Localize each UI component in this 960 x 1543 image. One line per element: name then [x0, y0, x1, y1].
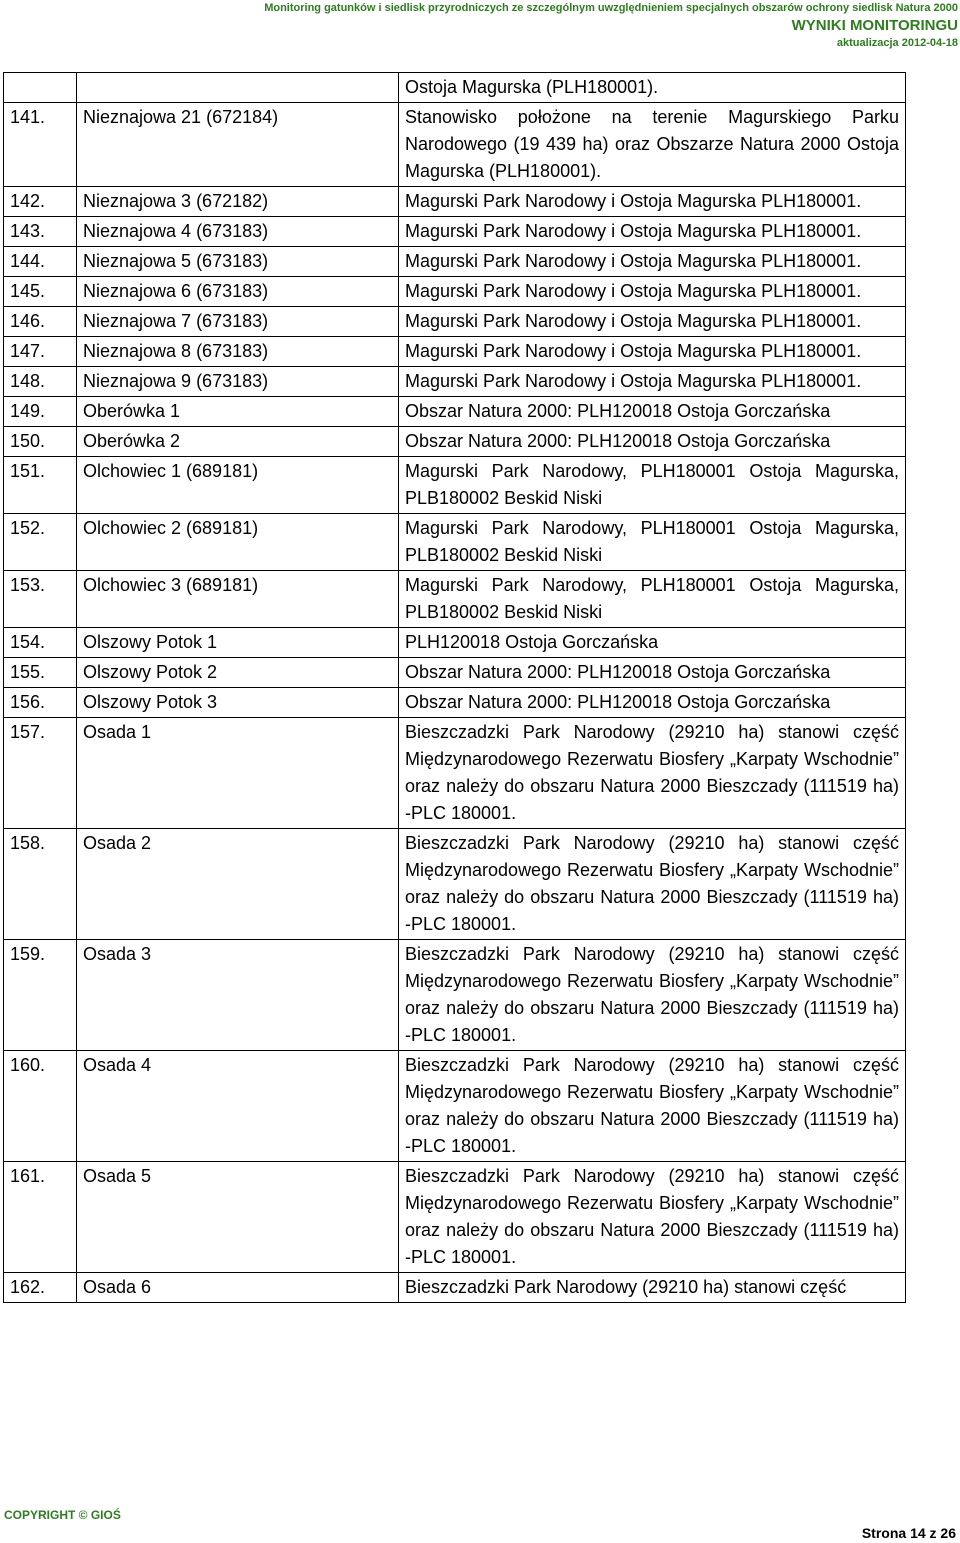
site-description: Obszar Natura 2000: PLH120018 Ostoja Gorczańska [399, 427, 906, 457]
header-section-title: WYNIKI MONITORINGU [791, 17, 958, 34]
header-update-date: aktualizacja 2012-04-18 [836, 37, 958, 49]
site-name: Osada 2 [77, 829, 399, 940]
site-name: Nieznajowa 4 (673183) [77, 217, 399, 247]
table-row [4, 397, 906, 427]
site-description: Magurski Park Narodowy, PLH180001 Ostoja Magurska, PLB180002 Beskid Niski [399, 514, 906, 571]
site-name: Nieznajowa 21 (672184) [77, 103, 399, 187]
table-row [4, 571, 906, 628]
row-number: 141. [4, 103, 77, 187]
table-row [4, 514, 906, 571]
table-row [4, 1162, 906, 1273]
site-name: Olszowy Potok 1 [77, 628, 399, 658]
row-number: 151. [4, 457, 77, 514]
site-name: Nieznajowa 7 (673183) [77, 307, 399, 337]
row-number: 157. [4, 718, 77, 829]
row-number: 154. [4, 628, 77, 658]
site-description: Bieszczadzki Park Narodowy (29210 ha) stanowi część [399, 1273, 906, 1303]
table-row [4, 658, 906, 688]
site-description: Magurski Park Narodowy i Ostoja Magurska PLH180001. [399, 277, 906, 307]
row-number: 150. [4, 427, 77, 457]
header-project-title: Monitoring gatunków i siedlisk przyrodniczych ze szczególnym uwzględnieniem specjalnych obszarów ochrony siedlisk Natura 2000 [264, 2, 958, 14]
site-description: PLH120018 Ostoja Gorczańska [399, 628, 906, 658]
table-row [4, 940, 906, 1051]
row-number: 162. [4, 1273, 77, 1303]
row-number: 159. [4, 940, 77, 1051]
site-name: Nieznajowa 5 (673183) [77, 247, 399, 277]
site-name: Olchowiec 2 (689181) [77, 514, 399, 571]
table-row [4, 457, 906, 514]
site-name: Osada 1 [77, 718, 399, 829]
row-number [4, 73, 77, 103]
row-number: 145. [4, 277, 77, 307]
row-number: 161. [4, 1162, 77, 1273]
table-row [4, 187, 906, 217]
row-number: 153. [4, 571, 77, 628]
table-row [4, 103, 906, 187]
site-name: Oberówka 2 [77, 427, 399, 457]
row-number: 142. [4, 187, 77, 217]
site-description: Magurski Park Narodowy, PLH180001 Ostoja Magurska, PLB180002 Beskid Niski [399, 457, 906, 514]
table-row [4, 829, 906, 940]
site-description: Bieszczadzki Park Narodowy (29210 ha) stanowi część Międzynarodowego Rezerwatu Biosfery „Karpaty Wschodnie” oraz należy do obszaru Natura 2000 Bieszczady (111519 ha) -PLC 180001. [399, 829, 906, 940]
table-row [4, 307, 906, 337]
site-description: Bieszczadzki Park Narodowy (29210 ha) stanowi część Międzynarodowego Rezerwatu Biosfery „Karpaty Wschodnie” oraz należy do obszaru Natura 2000 Bieszczady (111519 ha) -PLC 180001. [399, 718, 906, 829]
table-row [4, 247, 906, 277]
table-row [4, 1273, 906, 1303]
table-row [4, 427, 906, 457]
row-number: 144. [4, 247, 77, 277]
site-name: Olchowiec 3 (689181) [77, 571, 399, 628]
row-number: 143. [4, 217, 77, 247]
site-name: Osada 6 [77, 1273, 399, 1303]
row-number: 160. [4, 1051, 77, 1162]
site-name [77, 73, 399, 103]
site-description: Obszar Natura 2000: PLH120018 Ostoja Gorczańska [399, 397, 906, 427]
site-description: Ostoja Magurska (PLH180001). [399, 73, 906, 103]
site-description: Magurski Park Narodowy i Ostoja Magurska PLH180001. [399, 217, 906, 247]
site-description: Magurski Park Narodowy i Ostoja Magurska PLH180001. [399, 337, 906, 367]
table-row [4, 628, 906, 658]
site-description: Magurski Park Narodowy i Ostoja Magurska PLH180001. [399, 247, 906, 277]
table-row [4, 73, 906, 103]
site-name: Nieznajowa 6 (673183) [77, 277, 399, 307]
table-row [4, 688, 906, 718]
site-description: Obszar Natura 2000: PLH120018 Ostoja Gorczańska [399, 658, 906, 688]
site-name: Oberówka 1 [77, 397, 399, 427]
site-name: Nieznajowa 3 (672182) [77, 187, 399, 217]
table-row [4, 277, 906, 307]
table-row [4, 1051, 906, 1162]
site-description: Bieszczadzki Park Narodowy (29210 ha) stanowi część Międzynarodowego Rezerwatu Biosfery „Karpaty Wschodnie” oraz należy do obszaru Natura 2000 Bieszczady (111519 ha) -PLC 180001. [399, 1051, 906, 1162]
site-description: Magurski Park Narodowy, PLH180001 Ostoja Magurska, PLB180002 Beskid Niski [399, 571, 906, 628]
site-name: Olchowiec 1 (689181) [77, 457, 399, 514]
table-row [4, 367, 906, 397]
site-name: Osada 5 [77, 1162, 399, 1273]
site-name: Osada 3 [77, 940, 399, 1051]
table-row [4, 217, 906, 247]
row-number: 155. [4, 658, 77, 688]
row-number: 158. [4, 829, 77, 940]
site-description: Bieszczadzki Park Narodowy (29210 ha) stanowi część Międzynarodowego Rezerwatu Biosfery „Karpaty Wschodnie” oraz należy do obszaru Natura 2000 Bieszczady (111519 ha) -PLC 180001. [399, 940, 906, 1051]
sites-table [3, 72, 906, 1303]
site-name: Nieznajowa 9 (673183) [77, 367, 399, 397]
table-row [4, 337, 906, 367]
site-description: Magurski Park Narodowy i Ostoja Magurska PLH180001. [399, 187, 906, 217]
site-description: Magurski Park Narodowy i Ostoja Magurska PLH180001. [399, 367, 906, 397]
page-number: Strona 14 z 26 [861, 1525, 956, 1541]
site-name: Nieznajowa 8 (673183) [77, 337, 399, 367]
site-name: Olszowy Potok 3 [77, 688, 399, 718]
row-number: 148. [4, 367, 77, 397]
row-number: 146. [4, 307, 77, 337]
row-number: 152. [4, 514, 77, 571]
site-description: Magurski Park Narodowy i Ostoja Magurska PLH180001. [399, 307, 906, 337]
row-number: 156. [4, 688, 77, 718]
site-name: Olszowy Potok 2 [77, 658, 399, 688]
site-description: Bieszczadzki Park Narodowy (29210 ha) stanowi część Międzynarodowego Rezerwatu Biosfery „Karpaty Wschodnie” oraz należy do obszaru Natura 2000 Bieszczady (111519 ha) -PLC 180001. [399, 1162, 906, 1273]
site-name: Osada 4 [77, 1051, 399, 1162]
site-description: Obszar Natura 2000: PLH120018 Ostoja Gorczańska [399, 688, 906, 718]
row-number: 149. [4, 397, 77, 427]
table-row [4, 718, 906, 829]
site-description: Stanowisko położone na terenie Magurskiego Parku Narodowego (19 439 ha) oraz Obszarze Natura 2000 Ostoja Magurska (PLH180001). [399, 103, 906, 187]
sites-table-body [4, 73, 906, 1303]
row-number: 147. [4, 337, 77, 367]
copyright-notice: COPYRIGHT © GIOŚ [4, 1508, 121, 1522]
